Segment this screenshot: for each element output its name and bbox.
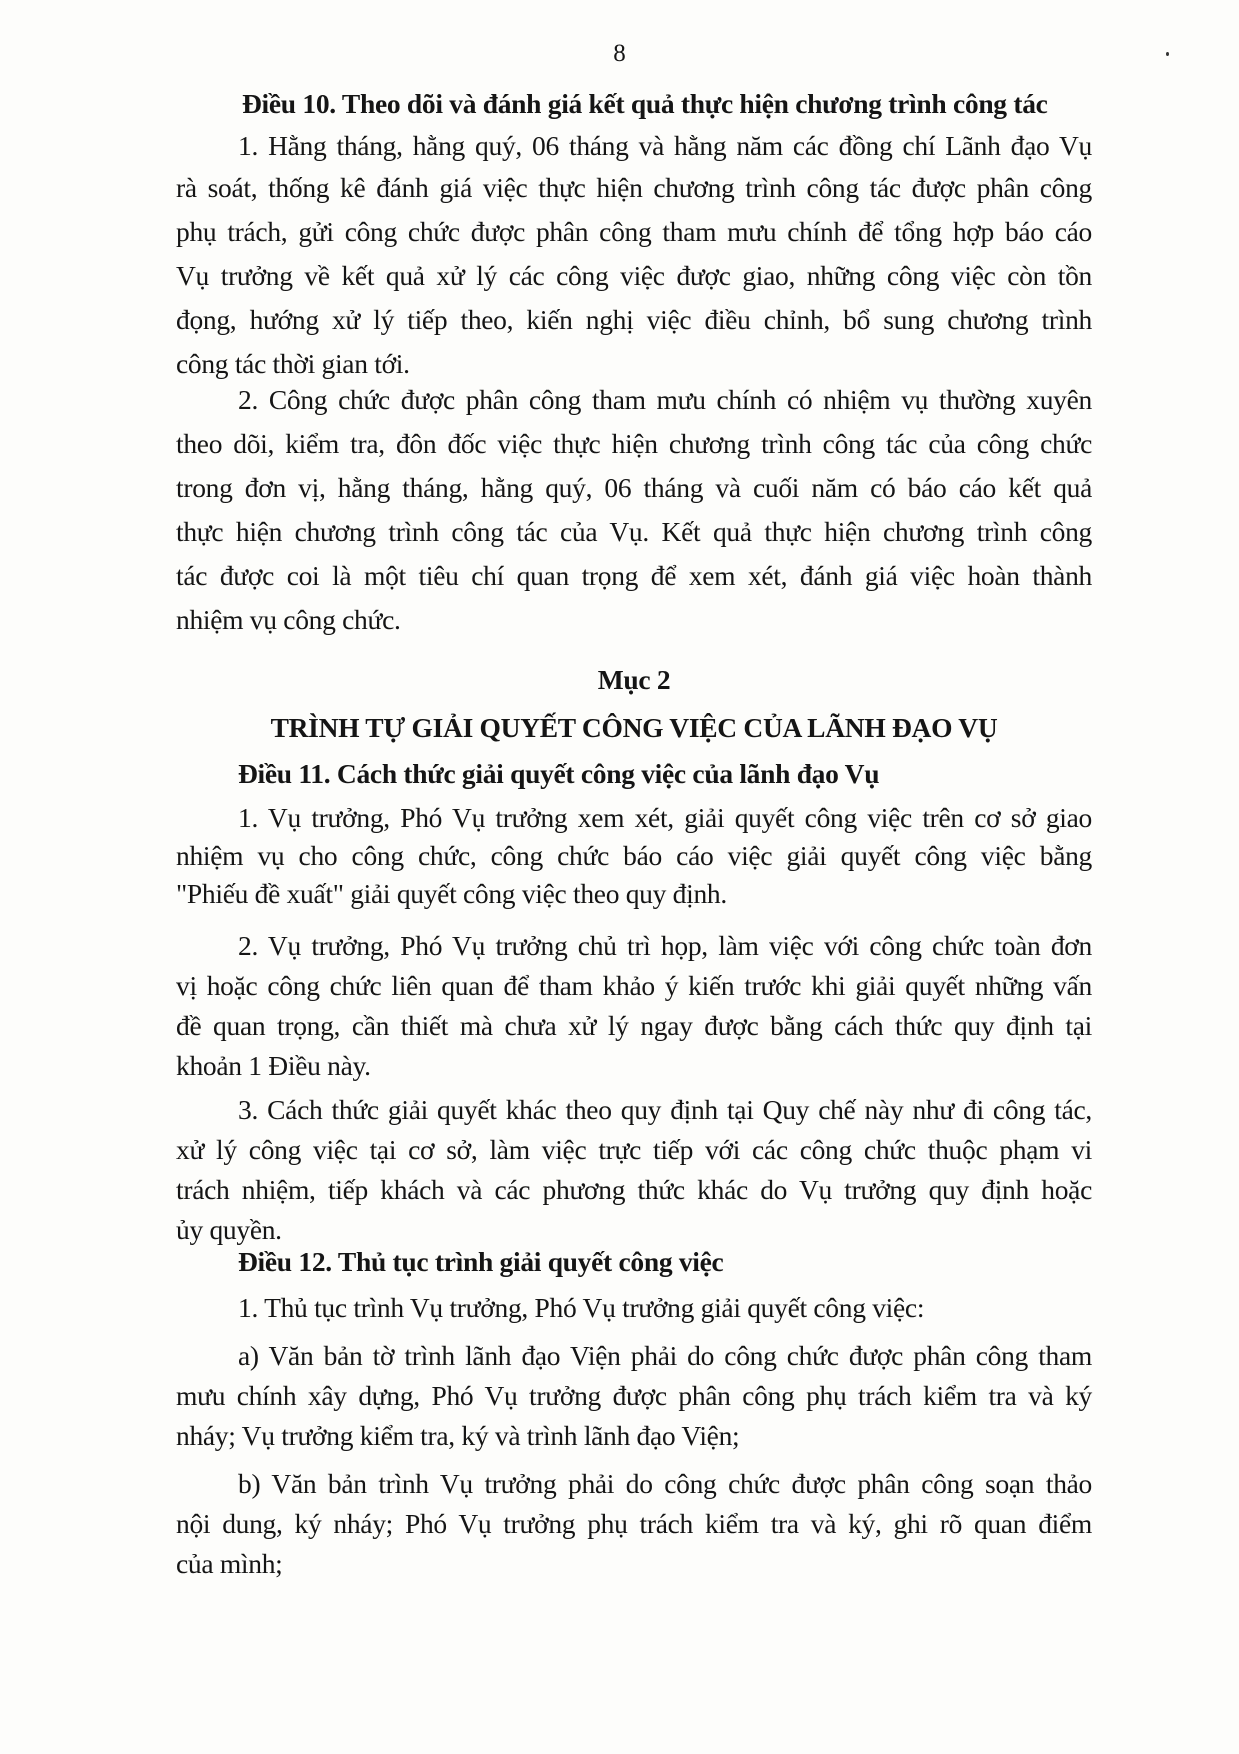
paragraph-line: tác được coi là một tiêu chí quan trọng để xem xét, đánh giá việc hoàn thành [176,560,1092,591]
article-12-point-b [176,1462,1092,1586]
paragraph-line: trách nhiệm, tiếp khách và các phương thức khác do Vụ trưởng quy định hoặc [176,1174,1092,1205]
paragraph-line: rà soát, thống kê đánh giá việc thực hiện chương trình công tác được phân công [176,172,1092,203]
paragraph-line: vị hoặc công chức liên quan để tham khảo ý kiến trước khi giải quyết những vấn [176,970,1092,1001]
paragraph-line: b) Văn bản trình Vụ trưởng phải do công chức được phân công soạn thảo [238,1468,1092,1499]
article-12-point-a [176,1334,1092,1458]
article-11-clause-2 [176,924,1092,1088]
paragraph-line: phụ trách, gửi công chức được phân công tham mưu chính để tổng hợp báo cáo [176,216,1092,247]
paragraph-line: theo dõi, kiểm tra, đôn đốc việc thực hiện chương trình công tác của công chức [176,428,1092,459]
paragraph-line: 2. Vụ trưởng, Phó Vụ trưởng chủ trì họp, làm việc với công chức toàn đơn [238,930,1092,961]
paragraph-line: a) Văn bản tờ trình lãnh đạo Viện phải do công chức được phân công tham [238,1340,1092,1371]
paragraph-line: mưu chính xây dựng, Phó Vụ trưởng được phân công phụ trách kiểm tra và ký [176,1380,1092,1411]
paragraph-line: khoản 1 Điều này. [176,1050,371,1081]
paragraph-line: thực hiện chương trình công tác của Vụ. Kết quả thực hiện chương trình công [176,516,1092,547]
article-10-clause-2 [176,378,1092,642]
article-11-clause-3 [176,1088,1092,1252]
paragraph-line: 1. Vụ trưởng, Phó Vụ trưởng xem xét, giải quyết công việc trên cơ sở giao [238,802,1092,833]
paragraph-line: Vụ trưởng về kết quả xử lý các công việc được giao, những công việc còn tồn [176,260,1092,291]
paragraph-line: 1. Thủ tục trình Vụ trưởng, Phó Vụ trưởng giải quyết công việc: [238,1292,925,1323]
article-10-title: Điều 10. Theo dõi và đánh giá kết quả thực hiện chương trình công tác [242,88,1048,119]
article-11 [176,752,1092,796]
paragraph-line: 1. Hằng tháng, hằng quý, 06 tháng và hằng năm các đồng chí Lãnh đạo Vụ [238,130,1092,161]
article-12 [176,1240,1092,1284]
paragraph-line: 2. Công chức được phân công tham mưu chính có nhiệm vụ thường xuyên [238,384,1092,415]
paragraph-line: của mình; [176,1548,283,1579]
paragraph-line: nhiệm vụ cho công chức, công chức báo cáo việc giải quyết công việc bằng [176,840,1092,871]
paragraph-line: nhiệm vụ công chức. [176,604,401,635]
article-10 [176,82,1092,126]
paragraph-line: đọng, hướng xử lý tiếp theo, kiến nghị việc điều chỉnh, bổ sung chương trình [176,304,1092,335]
article-10-clause-1 [176,124,1092,386]
scan-speck [1166,52,1169,56]
section-label: Mục 2 [597,664,671,695]
paragraph-line: nháy; Vụ trưởng kiểm tra, ký và trình lãnh đạo Viện; [176,1420,740,1451]
section-heading: TRÌNH TỰ GIẢI QUYẾT CÔNG VIỆC CỦA LÃNH ĐẠO VỤ [270,712,998,743]
paragraph-line: đề quan trọng, cần thiết mà chưa xử lý ngay được bằng cách thức quy định tại [176,1010,1092,1041]
paragraph-line: 3. Cách thức giải quyết khác theo quy định tại Quy chế này như đi công tác, [238,1094,1092,1125]
section-2-header [176,658,1092,750]
article-11-clause-1 [176,796,1092,916]
paragraph-line: nội dung, ký nháy; Phó Vụ trưởng phụ trách kiểm tra và ký, ghi rõ quan điểm [176,1508,1092,1539]
paragraph-line: trong đơn vị, hằng tháng, hằng quý, 06 tháng và cuối năm có báo cáo kết quả [176,472,1092,503]
paragraph-line: "Phiếu đề xuất" giải quyết công việc theo quy định. [176,878,727,909]
article-11-title: Điều 11. Cách thức giải quyết công việc của lãnh đạo Vụ [238,758,880,789]
article-12-clause-1 [176,1286,1092,1330]
paragraph-line: ủy quyền. [176,1214,282,1245]
page-number: 8 [613,40,626,67]
paragraph-line: công tác thời gian tới. [176,348,410,379]
article-12-title: Điều 12. Thủ tục trình giải quyết công việc [238,1246,724,1277]
paragraph-line: xử lý công việc tại cơ sở, làm việc trực tiếp với các công chức thuộc phạm vi [176,1134,1092,1165]
